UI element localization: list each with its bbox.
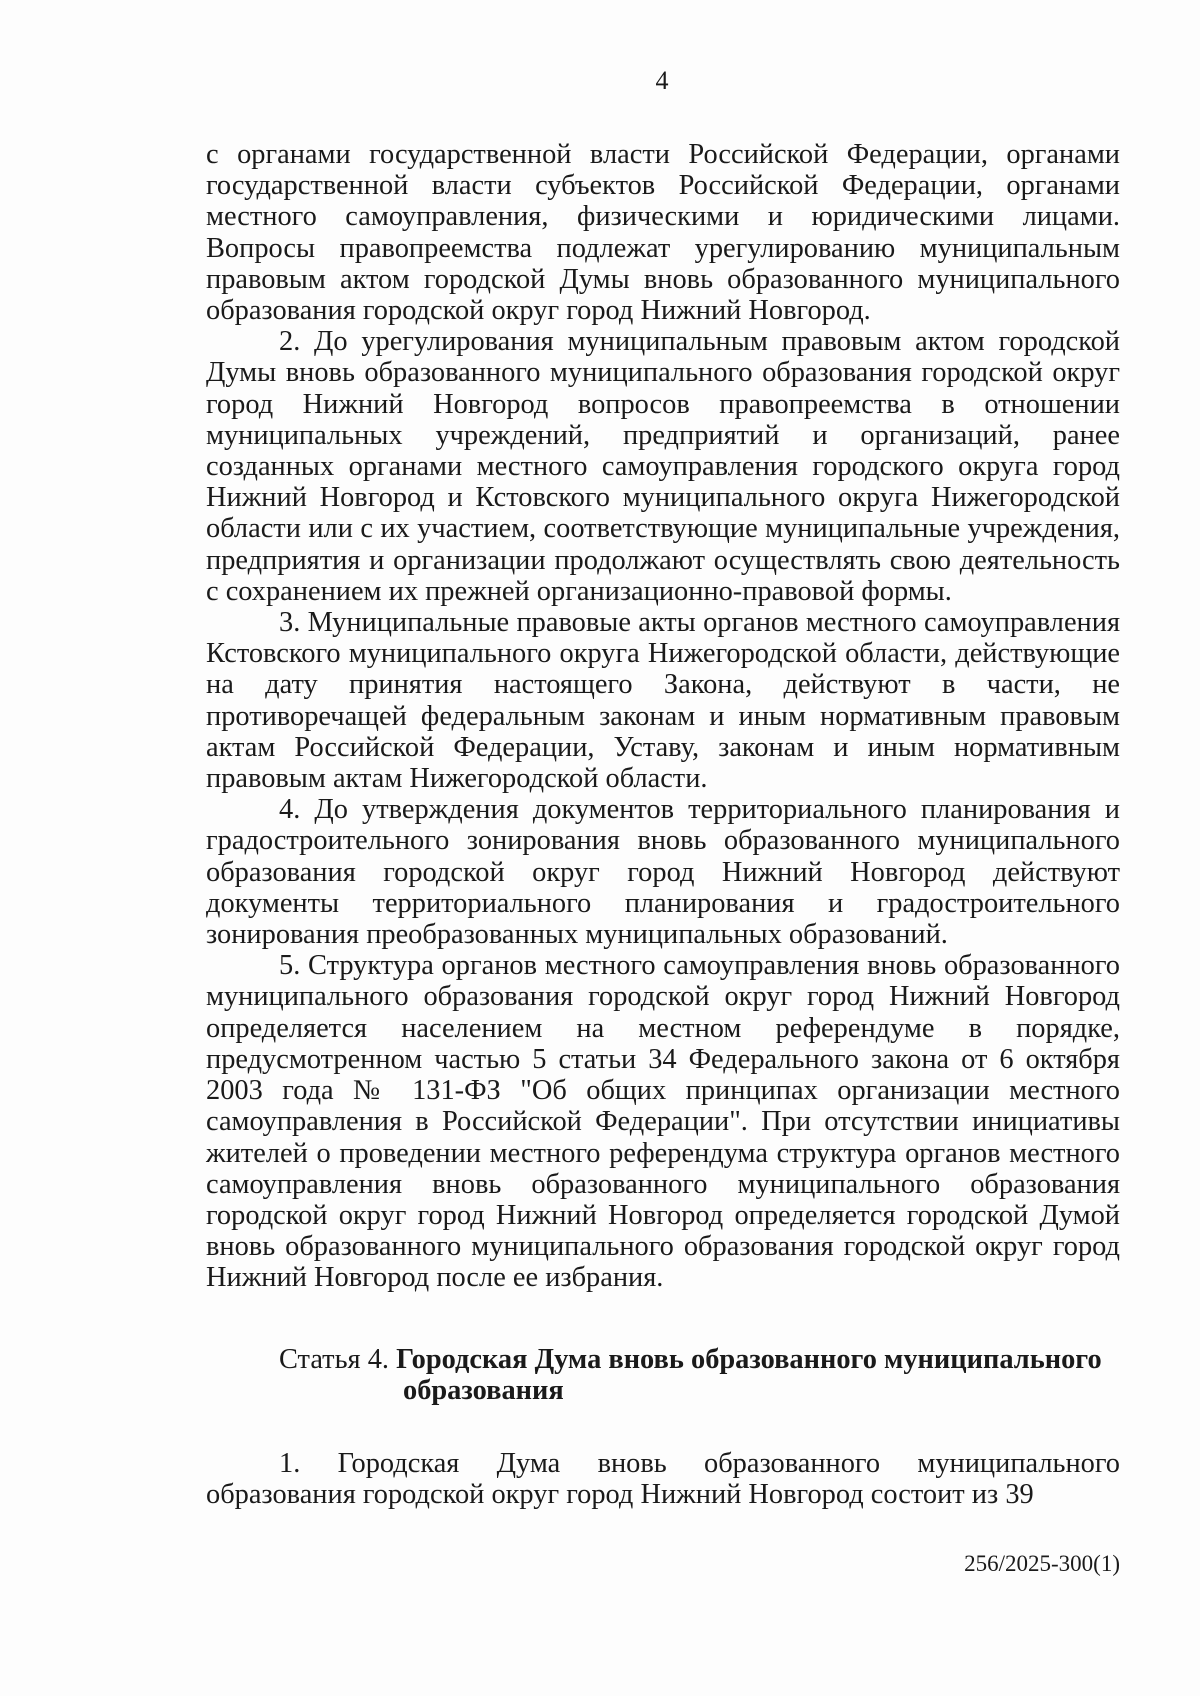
article-title: Городская Дума вновь образованного муниципального образования	[396, 1343, 1102, 1406]
article-paragraph-1: 1. Городская Дума вновь образованного муниципального образования городской округ город Нижний Новгород состоит из 39	[206, 1447, 1120, 1511]
paragraph-item-2: 2. До урегулирования муниципальным правовым актом городской Думы вновь образованного муниципального образования городской округ город Нижний Новгород вопросов правопреемства в отношении муниципальных учреждений, предприятий и организаций, ранее созданных органами местного самоуправления городского округа город Нижний Новгород и Кстовского муниципального округа Нижегородской области или с их участием, соответствующие муниципальные учреждения, предприятия и организации продолжают осуществлять свою деятельность с сохранением их прежней организационно-правовой формы.	[206, 326, 1120, 607]
document-code: 256/2025-300(1)	[964, 1551, 1120, 1576]
document-body	[206, 139, 1120, 1510]
page-number: 4	[655, 66, 669, 95]
article-heading	[279, 1343, 1120, 1406]
paragraph-item-4: 4. До утверждения документов территориального планирования и градостроительного зонирования вновь образованного муниципального образования городской округ город Нижний Новгород действуют документы территориального планирования и градостроительного зонирования преобразованных муниципальных образований.	[206, 794, 1120, 951]
paragraph-item-5: 5. Структура органов местного самоуправления вновь образованного муниципального образования городской округ город Нижний Новгород определяется населением на местном референдуме в порядке, предусмотренном частью 5 статьи 34 Федерального закона от 6 октября 2003 года № 131-ФЗ "Об общих принципах организации местного самоуправления в Российской Федерации". При отсутствии инициативы жителей о проведении местного референдума структура органов местного самоуправления вновь образованного муниципального образования городской округ город Нижний Новгород определяется городской Думой вновь образованного муниципального образования городской округ город Нижний Новгород после ее избрания.	[206, 950, 1120, 1294]
paragraph-continuation: с органами государственной власти Российской Федерации, органами государственной власти субъектов Российской Федерации, органами местного самоуправления, физическими и юридическими лицами. Вопросы правопреемства подлежат урегулированию муниципальным правовым актом городской Думы вновь образованного муниципального образования городской округ город Нижний Новгород.	[206, 139, 1120, 327]
paragraph-item-3: 3. Муниципальные правовые акты органов местного самоуправления Кстовского муниципального округа Нижегородской области, действующие на дату принятия настоящего Закона, действуют в части, не противоречащей федеральным законам и иным нормативным правовым актам Российской Федерации, Уставу, законам и иным нормативным правовым актам Нижегородской области.	[206, 607, 1120, 795]
article-number: Статья 4.	[279, 1343, 389, 1375]
